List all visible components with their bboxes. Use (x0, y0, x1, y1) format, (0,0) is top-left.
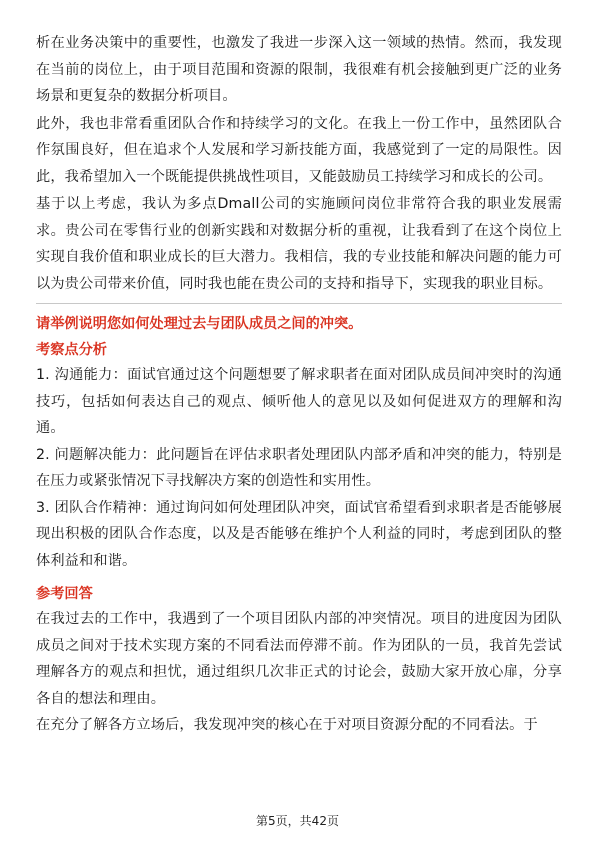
interview-question: 请举例说明您如何处理过去与团队成员之间的冲突。 (36, 316, 363, 332)
analysis-heading: 考察点分析 (36, 342, 107, 358)
analysis-item-1: 1. 沟通能力：面试官通过这个问题想要了解求职者在面对团队成员间冲突时的沟通技巧，包括如何表达自己的观点、倾听他人的意见以及如何促进双方的理解和沟通。 (36, 367, 562, 436)
intro-paragraph-1: 析在业务决策中的重要性，也激发了我进一步深入这一领域的热情。然而，我发现在当前的岗位上，由于项目范围和资源的限制，我很难有机会接触到更广泛的业务场景和更复杂的数据分析项目。 (36, 35, 562, 104)
analysis-item-2: 2. 问题解决能力：此问题旨在评估求职者处理团队内部矛盾和冲突的能力，特别是在压力或紧张情况下寻找解决方案的创造性和实用性。 (36, 446, 562, 489)
page-number: 第5页，共42页 (256, 814, 339, 828)
intro-paragraph-2: 此外，我也非常看重团队合作和持续学习的文化。在我上一份工作中，虽然团队合作氛围良好，但在追求个人发展和学习新技能方面，我感觉到了一定的局限性。因此，我希望加入一个既能提供挑战性项目，又能鼓励员工持续学习和成长的公司。 (36, 115, 562, 185)
intro-paragraph-3: 基于以上考虑，我认为多点Dmall公司的实施顾问岗位非常符合我的职业发展需求。贵公司在零售行业的创新实践和对数据分析的重视，让我看到了在这个岗位上实现自我价值和职业成长的巨大潜力。我相信，我的专业技能和解决问题的能力可以为贵公司带来价值，同时我也能在贵公司的支持和指导下，实现我的职业目标。 (36, 196, 562, 292)
answer-heading: 参考回答 (36, 586, 93, 602)
section-divider (36, 303, 562, 304)
answer-paragraph-2: 在充分了解各方立场后，我发现冲突的核心在于对项目资源分配的不同看法。于 (36, 717, 538, 733)
document-page (36, 30, 562, 739)
answer-paragraph-1: 在我过去的工作中，我遇到了一个项目团队内部的冲突情况。项目的进度因为团队成员之间对于技术实现方案的不同看法而停滞不前。作为团队的一员，我首先尝试理解各方的观点和担忧，通过组织几次非正式的讨论会，鼓励大家开放心扉，分享各自的想法和理由。 (36, 611, 562, 707)
analysis-item-3: 3. 团队合作精神：通过询问如何处理团队冲突，面试官希望看到求职者是否能够展现出积极的团队合作态度，以及是否能够在维护个人利益的同时，考虑到团队的整体利益和和谐。 (36, 499, 562, 569)
